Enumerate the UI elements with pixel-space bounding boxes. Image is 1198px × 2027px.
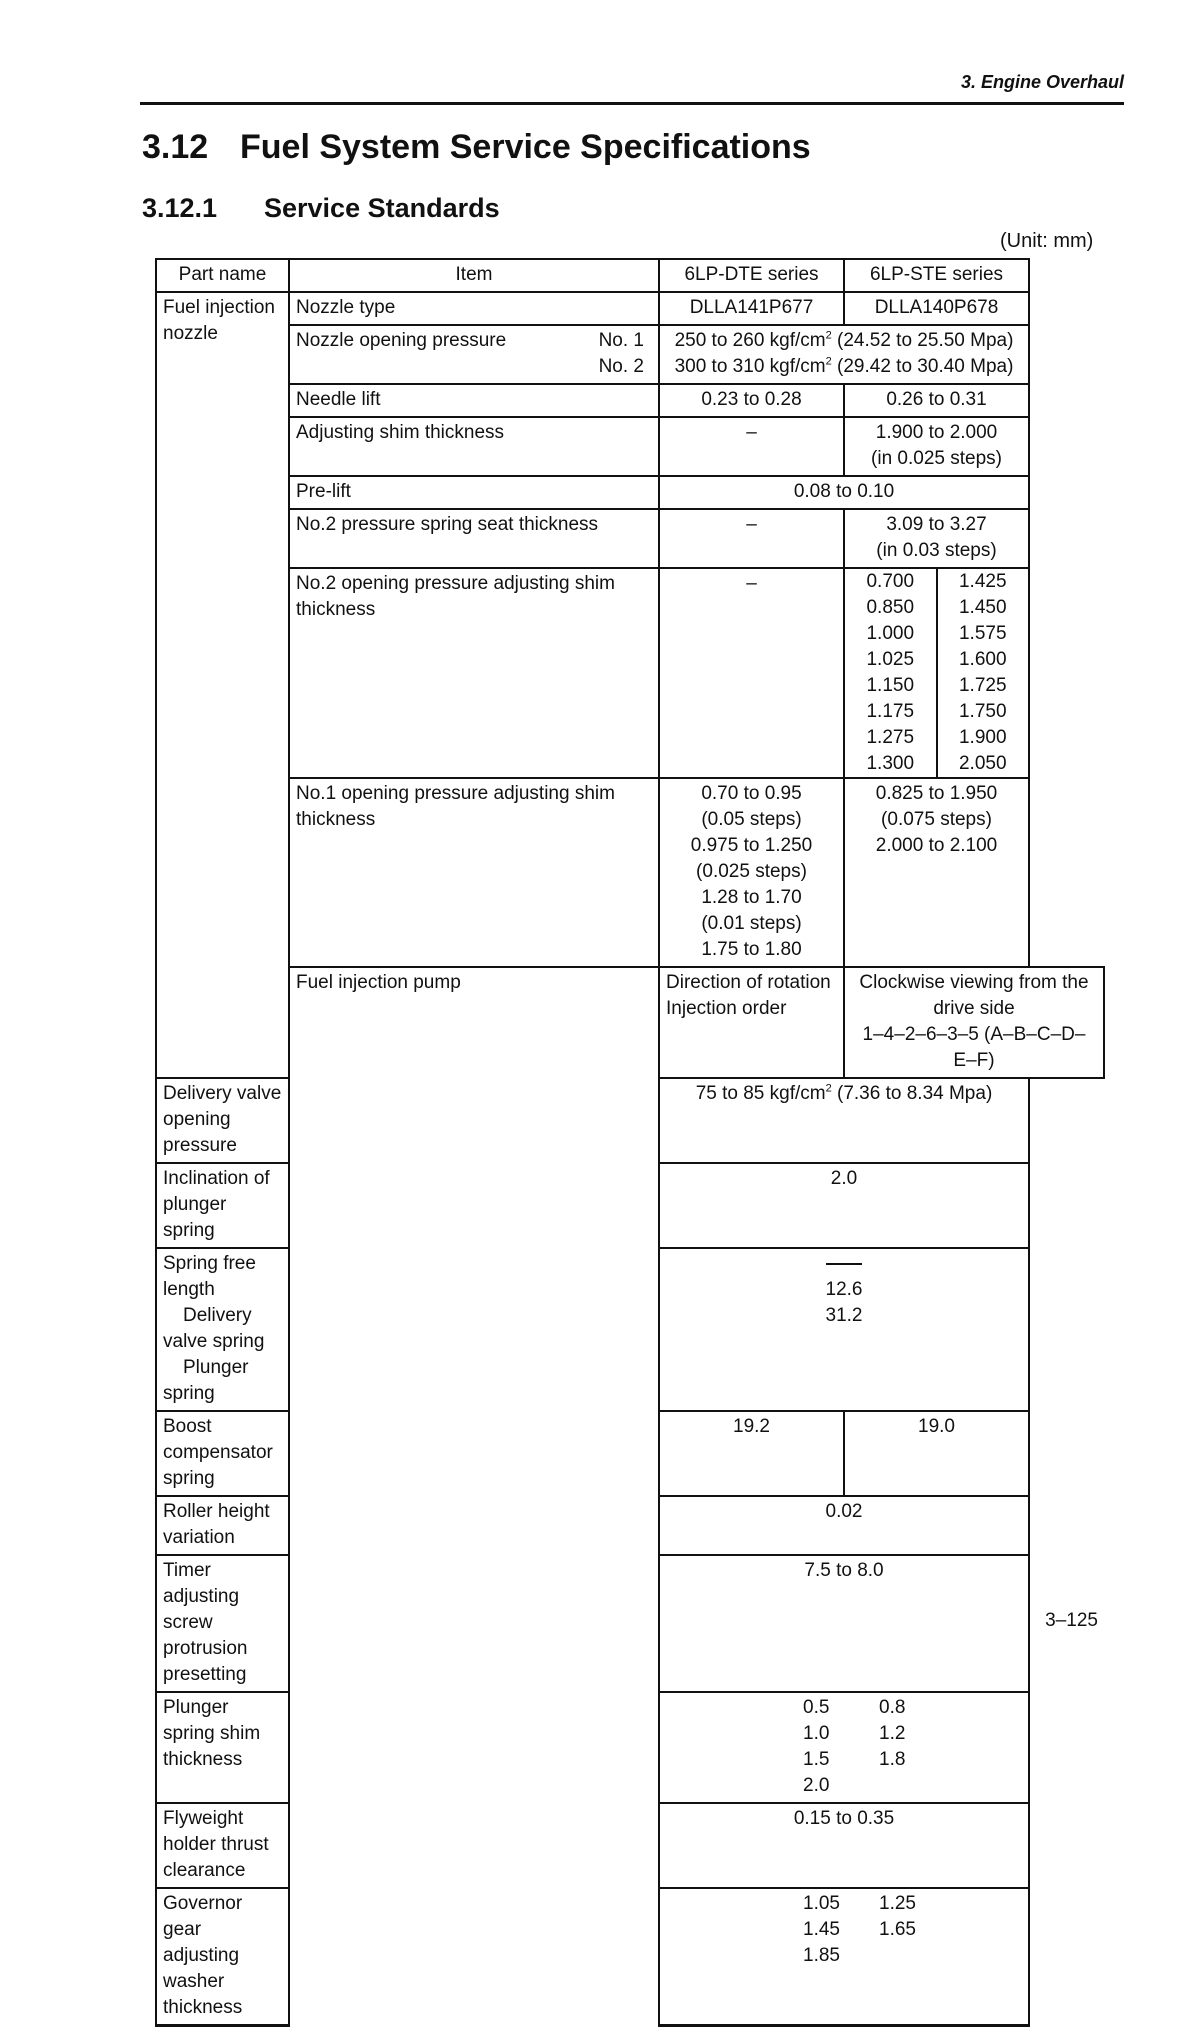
table-row: [156, 417, 1104, 476]
section-number: 3.12: [142, 128, 209, 166]
value-ste: DLLA140P678: [844, 292, 1029, 325]
item-nozzle-opening-pressure: [289, 325, 659, 384]
shim-value: 1.000: [845, 621, 937, 647]
value-ste: [844, 568, 1029, 778]
table-row: [156, 476, 1104, 509]
value-text: (0.075 steps): [881, 809, 992, 830]
shim-value: 1.5: [803, 1749, 830, 1770]
superscript: 2: [825, 1082, 832, 1095]
value-dte: [659, 778, 844, 967]
shim-value: 0.8: [879, 1697, 906, 1718]
item-label: Nozzle opening pressure: [296, 330, 507, 351]
value-dte: DLLA141P677: [659, 292, 844, 325]
value-text: 12.6: [825, 1279, 863, 1300]
washer-value: 1.65: [879, 1919, 916, 1940]
header-ste: 6LP-STE series: [844, 259, 1029, 292]
table-row: [156, 384, 1104, 417]
superscript: 2: [825, 329, 832, 342]
washer-value: 1.85: [803, 1945, 840, 1966]
shim-value: 1.150: [845, 673, 937, 699]
shim-value: 1.0: [803, 1723, 830, 1744]
value-text: 1.900 to 2.000: [875, 422, 998, 443]
shim-value: 0.5: [803, 1697, 830, 1718]
item-sublabel: Delivery valve spring: [163, 1305, 265, 1352]
item-governor-washer: Governor gear adjusting washer thickness: [156, 1888, 289, 2026]
value-text: 75 to 85 kgf/cm: [695, 1083, 826, 1104]
table-row: [156, 568, 1104, 778]
value-both: 2.0: [659, 1163, 1029, 1248]
item-timer-screw: Timer adjusting screw protrusion presetting: [156, 1555, 289, 1692]
shim-value: [879, 1773, 949, 1799]
value-governor-washer: [659, 1888, 1029, 2026]
section-heading: [142, 128, 811, 167]
item-label: Spring free length: [163, 1253, 256, 1300]
item-boost-spring: Boost compensator spring: [156, 1411, 289, 1496]
item-inclination: Inclination of plunger spring: [156, 1163, 289, 1248]
value-text: Clockwise viewing from the drive side: [859, 972, 1089, 1019]
item-needle-lift: Needle lift: [289, 384, 659, 417]
value-ste: 19.0: [844, 1411, 1029, 1496]
value-text: 1.75 to 1.80: [701, 939, 802, 960]
item-spring-seat: No.2 pressure spring seat thickness: [289, 509, 659, 568]
header-part-name: Part name: [156, 259, 289, 292]
value-ste: [844, 417, 1029, 476]
shim-value: 1.2: [879, 1723, 906, 1744]
item-roller-height: Roller height variation: [156, 1496, 289, 1555]
value-text: 250 to 260 kgf/cm: [674, 330, 826, 351]
item-delivery-valve: Delivery valve opening pressure: [156, 1078, 289, 1163]
shim-value: 1.8: [879, 1749, 906, 1770]
item-nozzle-type: Nozzle type: [289, 292, 659, 325]
table-row: [156, 292, 1104, 325]
section-title: Fuel System Service Specifications: [240, 128, 811, 166]
value-text: (24.52 to 25.50 Mpa): [831, 330, 1014, 351]
chapter-title: 3. Engine Overhaul: [960, 72, 1124, 92]
shim-value: 1.750: [958, 701, 1007, 722]
value-text: (0.025 steps): [696, 861, 807, 882]
value-dte: –: [659, 417, 844, 476]
washer-value: 1.05: [803, 1893, 840, 1914]
value-text: 2.000 to 2.100: [875, 835, 998, 856]
part-fuel-injection-pump: Fuel injection pump: [289, 967, 659, 2026]
value-text: 3.09 to 3.27: [886, 514, 987, 535]
item-flyweight-clearance: Flyweight holder thrust clearance: [156, 1803, 289, 1888]
value-opening-pressure: [659, 325, 1029, 384]
value-text: (7.36 to 8.34 Mpa): [831, 1083, 993, 1104]
value-text: (29.42 to 30.40 Mpa): [831, 356, 1014, 377]
value-text: (0.05 steps): [701, 809, 802, 830]
value-text: 300 to 310 kgf/cm: [674, 356, 826, 377]
service-standards-table: [155, 258, 1105, 2027]
dash-mark: [826, 1263, 862, 1265]
no2-shim-values: [845, 569, 1028, 777]
value-spring-free-length: [659, 1248, 1029, 1411]
value-both: 0.02: [659, 1496, 1029, 1555]
value-text: (in 0.025 steps): [871, 448, 1002, 469]
value-dte: 19.2: [659, 1411, 844, 1496]
table-row: [156, 325, 1104, 384]
value-text: 0.70 to 0.95: [701, 783, 802, 804]
item-label: Direction of rotation: [666, 972, 831, 993]
value-both: 7.5 to 8.0: [659, 1555, 1029, 1692]
item-no1-shim: No.1 opening pressure adjusting shim thickness: [289, 778, 659, 967]
value-ste: [844, 509, 1029, 568]
washer-value: 1.25: [879, 1893, 916, 1914]
no2-label: No. 2: [598, 356, 644, 377]
page-header: [140, 70, 1124, 105]
value-plunger-shim: [659, 1692, 1029, 1803]
shim-value: 1.450: [958, 597, 1007, 618]
item-rotation-order: [659, 967, 844, 1078]
item-label: Injection order: [666, 998, 787, 1019]
header-item: Item: [289, 259, 659, 292]
shim-value: 1.575: [958, 623, 1007, 644]
shim-value: 2.0: [803, 1775, 830, 1796]
shim-value: 1.300: [845, 751, 937, 777]
subsection-heading: [142, 193, 500, 224]
washer-value: [879, 1943, 949, 1969]
value-dte: –: [659, 568, 844, 778]
value-both: 0.15 to 0.35: [659, 1803, 1029, 1888]
item-pre-lift: Pre-lift: [289, 476, 659, 509]
value-text: 1.28 to 1.70: [701, 887, 802, 908]
value-text: (in 0.03 steps): [876, 540, 997, 561]
value-text: 1–4–2–6–3–5 (A–B–C–D–E–F): [862, 1024, 1086, 1071]
value-ste: 0.26 to 0.31: [844, 384, 1029, 417]
item-sublabel: Plunger spring: [163, 1357, 249, 1404]
value-both: 0.08 to 0.10: [659, 476, 1029, 509]
table-row: [156, 778, 1104, 967]
item-spring-free-length: [156, 1248, 289, 1411]
value-rotation-order: [844, 967, 1104, 1078]
washer-value: 1.45: [803, 1919, 840, 1940]
shim-value: 1.275: [845, 725, 937, 751]
table-row: [156, 509, 1104, 568]
page-number: 3–125: [1045, 1610, 1098, 1631]
value-dte: 0.23 to 0.28: [659, 384, 844, 417]
subsection-title: Service Standards: [264, 193, 500, 223]
value-delivery-valve: [659, 1078, 1029, 1163]
item-plunger-shim: Plunger spring shim thickness: [156, 1692, 289, 1803]
shim-value: 1.025: [845, 647, 937, 673]
value-dte: –: [659, 509, 844, 568]
shim-value: 2.050: [958, 753, 1007, 774]
value-text: (0.01 steps): [701, 913, 802, 934]
shim-value: 1.425: [958, 571, 1007, 592]
value-text: 31.2: [825, 1305, 863, 1326]
header-dte: 6LP-DTE series: [659, 259, 844, 292]
unit-note: (Unit: mm): [1000, 230, 1094, 252]
part-fuel-injection-nozzle: Fuel injection nozzle: [156, 292, 289, 1078]
value-text: 0.975 to 1.250: [690, 835, 813, 856]
shim-value: 1.900: [958, 727, 1007, 748]
value-text: 0.825 to 1.950: [875, 783, 998, 804]
shim-value: 1.600: [958, 649, 1007, 670]
item-no2-shim: No.2 opening pressure adjusting shim thickness: [289, 568, 659, 778]
subsection-number: 3.12.1: [142, 193, 218, 223]
table-row: [156, 967, 1104, 1078]
item-adjusting-shim: Adjusting shim thickness: [289, 417, 659, 476]
shim-value: 0.850: [845, 595, 937, 621]
no1-label: No. 1: [598, 330, 644, 351]
value-ste: [844, 778, 1029, 967]
superscript: 2: [825, 355, 832, 368]
shim-value: 0.700: [845, 569, 937, 595]
shim-value: 1.725: [958, 675, 1007, 696]
shim-value: 1.175: [845, 699, 937, 725]
table-header-row: [156, 259, 1104, 292]
